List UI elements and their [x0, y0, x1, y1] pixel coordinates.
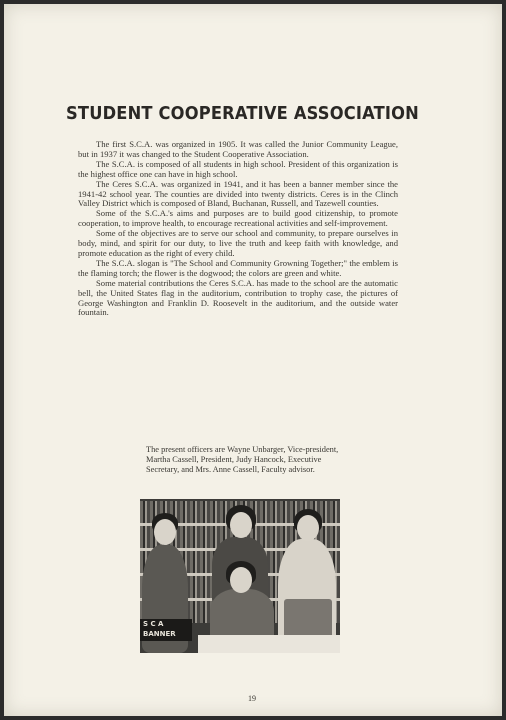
paragraph-organization: The Ceres S.C.A. was organized in 1941, and it has been a banner member since the 1941-42 school year. The counties are divided into twenty districts. Ceres is in the Clinch Valley District which is composed of Bland, Buchanan, Russell, and Tazewell counties. [78, 178, 398, 209]
face [154, 519, 176, 545]
face [297, 515, 319, 541]
pennant-text: S C A [143, 620, 164, 628]
paragraph-history: The first S.C.A. was organized in 1905. It was called the Junior Community League, but in 1937 it was changed to the Student Cooperative Association. [78, 139, 398, 159]
page-number: 19 [248, 694, 256, 703]
officers-photo [140, 499, 340, 653]
paragraph-composition: The S.C.A. is composed of all students in high school. President of this organization is the highest office one can have in high school. [78, 158, 398, 179]
paragraph-contributions: Some material contributions the Ceres S.C.A. has made to the school are the automatic bell, the United States flag in the auditorium, contribution to trophy case, the pictures of George Washington and Franklin D. Roosevelt in the auditorium, and the outside water fountain. [78, 277, 398, 318]
sca-pennant [140, 619, 192, 641]
yearbook-page [4, 4, 502, 716]
face [230, 567, 252, 593]
desk [198, 635, 340, 653]
paragraph-slogan: The S.C.A. slogan is "The School and Community Growning Together;" the emblem is the flaming torch; the flower is the dogwood; the colors are green and white. [78, 257, 398, 278]
paragraph-aims: Some of the S.C.A.'s aims and purposes are to build good citizenship, to promote cooperation, to improve health, to encourage recreational activities and self-improvement. [78, 208, 398, 229]
pennant-text: BANNER [143, 630, 176, 638]
page-title: STUDENT COOPERATIVE ASSOCIATION [66, 104, 419, 124]
face [230, 512, 252, 538]
article-body [78, 140, 398, 318]
photo-caption: The present officers are Wayne Unbarger, Vice-president, Martha Cassell, President, Judy Hancock, Executive Secretary, and Mrs. Anne Cassell, Faculty advisor. [146, 445, 339, 475]
paragraph-objectives: Some of the objectives are to serve our school and community, to prepare ourselves in body, mind, and spirit for our duty, to live the truth and keep faith with knowledge, and promote education as the right of every child. [78, 228, 398, 258]
